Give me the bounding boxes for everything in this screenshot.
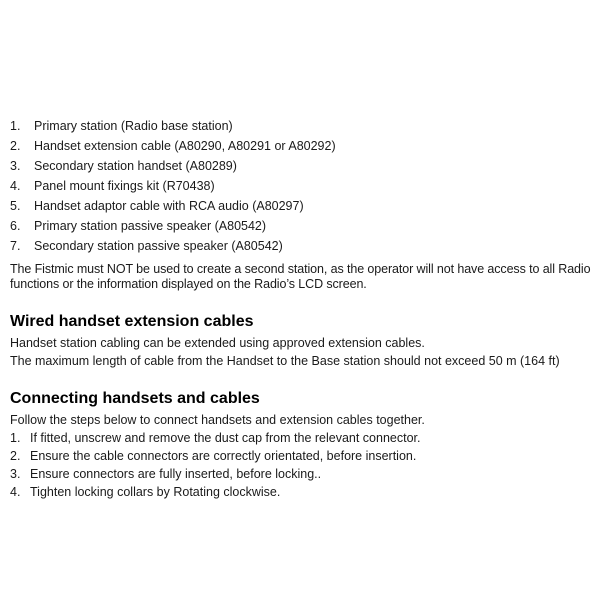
list-item-text: Primary station passive speaker (A80542) [34,219,267,233]
list-item [10,216,606,236]
list-item-number: 6. [10,219,21,233]
wired-section-body [10,334,606,370]
list-item-text: Ensure the cable connectors are correctly orientated, before insertion. [30,449,417,463]
list-item-text: Primary station (Radio base station) [34,119,233,133]
fistmic-note: The Fistmic must NOT be used to create a second station, as the operator will not have access to all Radio functions or the information displayed on the Radio’s LCD screen. [10,262,591,291]
list-item [10,116,606,136]
list-item [10,465,606,483]
list-item-number: 1. [10,431,21,445]
connecting-steps [10,429,606,501]
list-item-number: 5. [10,199,21,213]
list-item-text: Handset adaptor cable with RCA audio (A80297) [34,199,304,213]
connecting-section-body [10,411,606,501]
list-item-number: 1. [10,119,21,133]
list-item-number: 7. [10,239,21,253]
list-item [10,196,606,216]
list-item [10,429,606,447]
list-item [10,483,606,501]
list-item-number: 4. [10,179,21,193]
list-item-number: 2. [10,449,21,463]
list-item-number: 3. [10,159,21,173]
list-item-text: Secondary station passive speaker (A80542) [34,239,283,253]
wired-line-1: Handset station cabling can be extended using approved extension cables. [10,336,425,350]
list-item-text: If fitted, unscrew and remove the dust cap from the relevant connector. [30,431,421,445]
list-item [10,136,606,156]
parts-list [10,116,606,256]
section-heading-connecting: Connecting handsets and cables [10,390,260,407]
list-item-number: 3. [10,467,21,481]
list-item [10,176,606,196]
connecting-intro: Follow the steps below to connect handsets and extension cables together. [10,413,425,427]
list-item-number: 4. [10,485,21,499]
list-item-text: Panel mount fixings kit (R70438) [34,179,215,193]
list-item-number: 2. [10,139,21,153]
list-item [10,156,606,176]
section-heading-wired: Wired handset extension cables [10,313,254,330]
document-page [10,116,606,501]
list-item [10,447,606,465]
list-item [10,236,606,256]
wired-line-2: The maximum length of cable from the Handset to the Base station should not exceed 50 m (164 ft) [10,354,560,368]
list-item-text: Tighten locking collars by Rotating clockwise. [30,485,281,499]
list-item-text: Ensure connectors are fully inserted, before locking.. [30,467,322,481]
list-item-text: Handset extension cable (A80290, A80291 or A80292) [34,139,336,153]
list-item-text: Secondary station handset (A80289) [34,159,237,173]
